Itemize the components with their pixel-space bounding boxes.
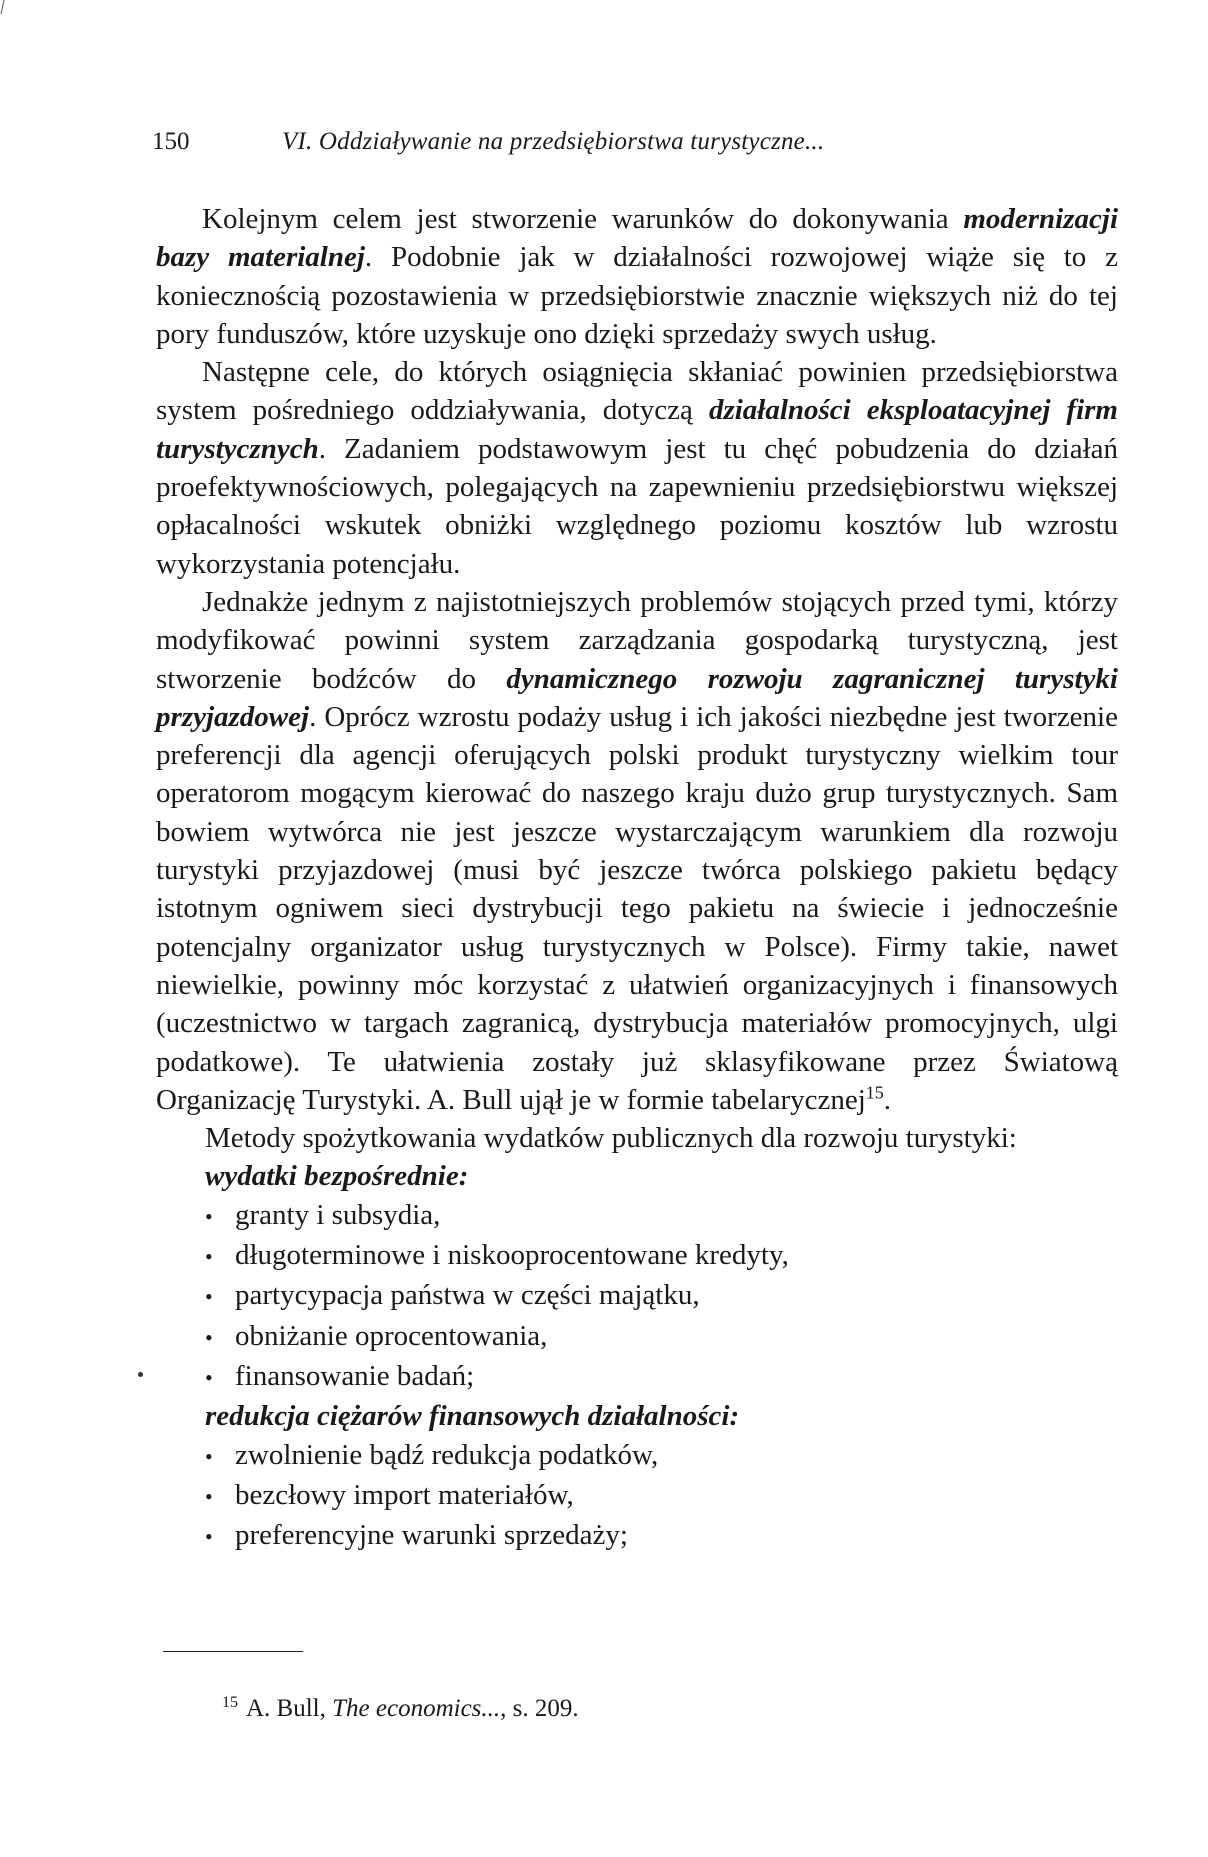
footnote-number: 15 [222, 1693, 238, 1711]
bullet-icon: • [205, 1483, 213, 1509]
paragraph-text: Następne cele, do których osiągnięcia skłaniać powinien przedsiębiorstwa system pośredniego oddziaływania, dotyczą [156, 356, 1118, 427]
paragraph-operations [156, 353, 1118, 583]
list-item-text: partycypacja państwa w części majątku, [235, 1279, 700, 1312]
list-item [205, 1196, 1118, 1236]
list-item-text: preferencyjne warunki sprzedaży; [235, 1519, 628, 1552]
footnote-author: A. Bull, [246, 1695, 333, 1722]
paragraph-text: . Podobnie jak w działalności rozwojowej wiąże się to z koniecznością pozostawienia w przedsiębiorstwie znacznie większych niż do tej pory funduszów, które uzyskuje ono dzięki sprzedaży swych usług. [156, 241, 1118, 350]
emphasis-text: modernizacji bazy materialnej [156, 203, 1118, 274]
running-header [152, 126, 1052, 158]
bullet-icon: • [205, 1524, 213, 1550]
paragraph-inbound-tourism [156, 583, 1118, 1119]
footnote-reference[interactable]: 15 [865, 1082, 884, 1103]
body-text [156, 200, 1118, 1556]
chapter-title: VI. Oddziaływanie na przedsiębiorstwa turystyczne... [282, 128, 825, 155]
list-item [205, 1357, 1118, 1397]
list-heading-direct-spending: wydatki bezpośrednie: [205, 1160, 469, 1193]
paragraph-text: . [883, 1083, 892, 1116]
paragraph-text: . Oprócz wzrostu podaży usług i ich jakości niezbędne jest tworzenie preferencji dla agencji oferujących polski produkt turystyczny wielkim tour operatorom mogącym kierować do naszego kraju dużo grup turystycznych. Sam bowiem wytwórca nie jest jeszcze wystarczającym warunkiem dla rozwoju turystyki przyjazdowej (musi być jeszcze twórca polskiego pakietu będący istotnym ogniwem sieci dystrybucji tego pakietu na świecie i jednocześnie potencjalny organizator usług turystycznych w Polsce). Firmy takie, nawet niewielkie, powinny móc korzystać z ułatwień organizacyjnych i finansowych (uczestnictwo w targach zagranicą, dystrybucja materiałów promocyjnych, ulgi podatkowe). Te ułatwienia zostały już sklasyfikowane przez Światową Organizację Turystyki. A. Bull ujął je w formie tabelarycznej [156, 700, 1118, 1116]
bullet-icon: • [205, 1203, 213, 1229]
emphasis-text: działalności eksploatacyjnej firm turystycznych [156, 394, 1118, 465]
paragraph-text: Jednakże jednym z najistotniejszych problemów stojących przed tymi, którzy modyfikować powinni system zarządzania gospodarką turystyczną, jest stworzenie bodźców do [156, 585, 1118, 695]
list-item [205, 1516, 1118, 1556]
spending-methods-list [156, 1119, 1118, 1556]
list-item-text: zwolnienie bądź redukcja podatków, [235, 1438, 659, 1471]
list-item [205, 1317, 1118, 1357]
bullet-icon: • [205, 1324, 213, 1350]
list-item-text: granty i subsydia, [235, 1198, 441, 1231]
paragraph-text: . Zadaniem podstawowym jest tu chęć pobudzenia do działań proefektywnościowych, polegających na zapewnieniu przedsiębiorstwu większej opłacalności wskutek obniżki względnego poziomu kosztów lub wzrostu wykorzystania potencjału. [156, 432, 1118, 580]
emphasis-text: dynamicznego rozwoju zagranicznej turystyki przyjazdowej [156, 662, 1118, 733]
footnote-divider [163, 1651, 303, 1652]
margin-dot-mark [138, 1372, 143, 1377]
list-item [205, 1476, 1118, 1516]
list-item-text: bezcłowy import materiałów, [235, 1478, 574, 1511]
footnote [222, 1694, 579, 1724]
list-item [205, 1276, 1118, 1316]
list-intro: Metody spożytkowania wydatków publicznych dla rozwoju turystyki: [205, 1122, 1017, 1155]
bullet-icon: • [205, 1244, 213, 1270]
bullet-icon: • [205, 1443, 213, 1469]
footnote-title: The economics... [332, 1695, 501, 1722]
bullet-icon: • [205, 1284, 213, 1310]
paragraph-text: Kolejnym celem jest stworzenie warunków do dokonywania [202, 203, 964, 235]
page-number: 150 [152, 128, 190, 155]
list-item [205, 1436, 1118, 1476]
paragraph-modernization [156, 200, 1118, 353]
list-item-text: finansowanie badań; [235, 1359, 475, 1392]
list-item-text: obniżanie oprocentowania, [235, 1319, 548, 1352]
list-heading-burden-reduction: redukcja ciężarów finansowych działalności: [205, 1400, 740, 1433]
footnote-page: , s. 209. [500, 1695, 579, 1722]
scan-artifact-mark [1, 0, 8, 14]
bullet-icon: • [205, 1364, 213, 1390]
list-item [205, 1236, 1118, 1276]
list-item-text: długoterminowe i niskooprocentowane kredyty, [235, 1239, 789, 1272]
